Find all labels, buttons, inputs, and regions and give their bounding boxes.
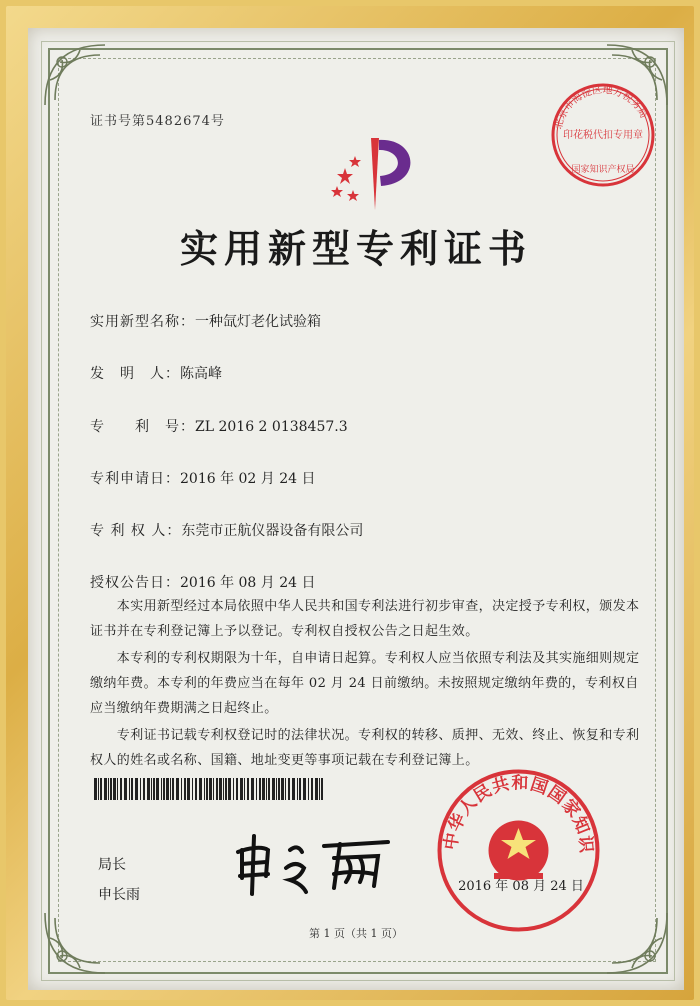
barcode-bar	[315, 778, 318, 800]
official-seal-icon	[436, 768, 601, 933]
barcode-bar	[303, 778, 306, 800]
certificate-paper	[28, 28, 684, 990]
barcode-bar	[247, 778, 249, 800]
barcode-bar	[225, 778, 227, 800]
barcode-bar	[163, 778, 165, 800]
field-label: 发 明 人：	[90, 366, 180, 382]
barcode-bar	[187, 778, 190, 800]
gold-frame	[6, 6, 694, 1000]
barcode-bar	[266, 778, 267, 800]
field-value: 东莞市正航仪器设备有限公司	[181, 523, 364, 539]
barcode-bar	[311, 778, 313, 800]
barcode-bar	[170, 778, 171, 800]
barcode-bar	[299, 778, 301, 800]
barcode-bar	[308, 778, 309, 800]
barcode-bar	[104, 778, 107, 800]
seal-date: 2016 年 08 月 24 日	[458, 879, 584, 894]
barcode-bar	[120, 778, 122, 800]
barcode-bar	[192, 778, 193, 800]
barcode-bar	[181, 778, 182, 800]
barcode-bar	[161, 778, 162, 800]
field-value: 一种氙灯老化试验箱	[195, 314, 321, 330]
paragraph-grant: 本实用新型经过本局依照中华人民共和国专利法进行初步审查，决定授予专利权，颁发本证书并在专利登记簿上予以登记。专利权自授权公告之日起生效。	[90, 599, 640, 639]
small-seal-text: 北京市海淀区地方税务局	[553, 84, 650, 131]
certificate-number	[90, 110, 225, 129]
small-seal-center: 印花税代扣专用章	[563, 130, 643, 141]
field-label: 专 利 号：	[90, 419, 195, 435]
field-patent-number	[90, 416, 348, 436]
tax-stamp-seal-icon	[548, 80, 658, 190]
barcode-bar	[108, 778, 109, 800]
barcode-bar	[113, 778, 116, 800]
barcode-bar	[319, 778, 320, 800]
corner-ornament-icon	[602, 908, 672, 978]
cnipa-logo-icon	[323, 128, 433, 218]
small-seal-bottom: 国家知识产权局	[571, 165, 635, 175]
barcode-bar	[143, 778, 145, 800]
signature-name: 申长雨	[98, 887, 140, 903]
barcode-bar	[147, 778, 150, 800]
barcode-bar	[98, 778, 99, 800]
barcode-bar	[195, 778, 197, 800]
barcode-bar	[256, 778, 257, 800]
barcode-bar	[151, 778, 152, 800]
barcode-bar	[206, 778, 208, 800]
barcode-bar	[321, 778, 323, 800]
barcode-bar	[184, 778, 186, 800]
barcode-bar	[176, 778, 179, 800]
barcode-bar	[259, 778, 261, 800]
svg-text:北京市海淀区地方税务局	[552, 83, 650, 131]
page-indicator: 第 1 页（共 1 页）	[309, 927, 403, 940]
barcode-bar	[297, 778, 298, 800]
barcode-bar	[135, 778, 138, 800]
certificate-title: 实用新型专利证书	[179, 226, 532, 271]
paragraph-legal-status: 专利证书记载专利权登记时的法律状况。专利权的转移、质押、无效、终止、恢复和专利权人的姓名或名称、国籍、地址变更等事项记载在专利登记簿上。	[90, 728, 640, 768]
barcode-bar	[156, 778, 159, 800]
barcode-bar	[276, 778, 277, 800]
barcode-bar	[166, 778, 169, 800]
barcode-bar	[228, 778, 231, 800]
barcode-bar	[172, 778, 174, 800]
barcode-bar	[244, 778, 245, 800]
barcode-bar	[209, 778, 212, 800]
barcode-bar	[124, 778, 127, 800]
corner-ornament-icon	[40, 40, 110, 110]
field-label: 授权公告日：	[90, 575, 180, 591]
barcode-bar	[278, 778, 280, 800]
barcode-bar	[131, 778, 133, 800]
barcode-bar	[285, 778, 286, 800]
barcode-bar	[199, 778, 202, 800]
certificate-number-suffix: 号	[210, 114, 225, 129]
barcode	[94, 778, 324, 800]
barcode-bar	[251, 778, 254, 800]
field-label: 专 利 权 人：	[90, 523, 182, 539]
field-label: 专利申请日：	[90, 471, 180, 487]
field-application-date	[90, 468, 316, 488]
certificate-number-label: 证书号第	[90, 114, 147, 129]
field-value: ZL 2016 2 0138457.3	[195, 419, 348, 435]
barcode-bar	[153, 778, 155, 800]
barcode-bar	[262, 778, 265, 800]
barcode-bar	[288, 778, 290, 800]
barcode-bar	[240, 778, 243, 800]
barcode-bar	[110, 778, 112, 800]
barcode-bar	[219, 778, 222, 800]
barcode-bar	[100, 778, 102, 800]
barcode-bar	[223, 778, 224, 800]
barcode-bar	[268, 778, 270, 800]
barcode-bar	[216, 778, 218, 800]
barcode-bar	[236, 778, 238, 800]
field-label: 实用新型名称：	[90, 314, 195, 330]
paragraph-term: 本专利的专利权期限为十年，自申请日起算。专利权人应当依照专利法及其实施细则规定缴纳年费。本专利的年费应当在每年 02 月 24 日前缴纳。未按照规定缴纳年费的，专利权自应当缴纳年费期满之日起终止。	[90, 651, 640, 716]
certificate-number-value: 5482674	[146, 114, 211, 129]
field-patentee	[90, 520, 363, 540]
barcode-bar	[204, 778, 205, 800]
signature-title: 局长	[98, 857, 126, 873]
handwritten-signature	[228, 828, 398, 898]
barcode-bar	[213, 778, 214, 800]
field-inventor	[90, 363, 222, 383]
corner-ornament-icon	[40, 908, 110, 978]
barcode-bar	[292, 778, 295, 800]
barcode-bar	[94, 778, 97, 800]
barcode-bar	[281, 778, 284, 800]
big-seal-text: 中华人民共和国国家知识	[441, 773, 596, 855]
barcode-bar	[233, 778, 234, 800]
barcode-bar	[129, 778, 130, 800]
barcode-bar	[117, 778, 118, 800]
barcode-bar	[272, 778, 275, 800]
barcode-bar	[140, 778, 141, 800]
field-utility-model-name	[90, 311, 321, 331]
field-value: 2016 年 02 月 24 日	[180, 471, 316, 487]
field-grant-date	[90, 572, 316, 592]
field-value: 2016 年 08 月 24 日	[180, 575, 316, 591]
field-value: 陈高峰	[180, 366, 222, 382]
